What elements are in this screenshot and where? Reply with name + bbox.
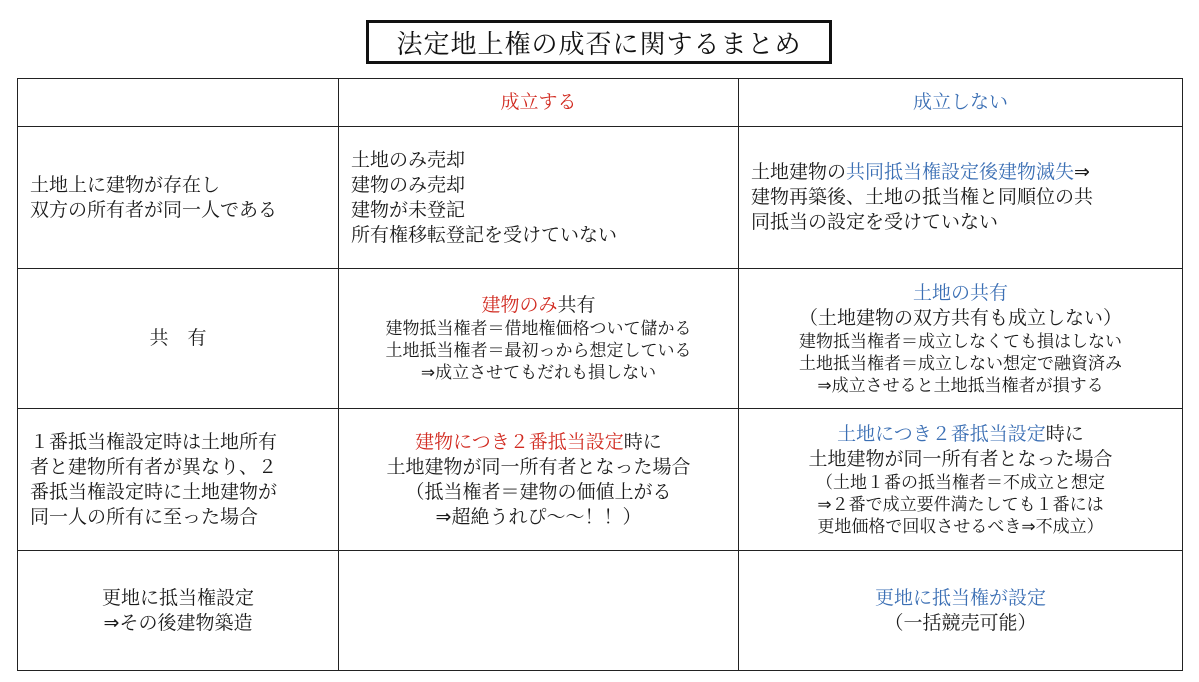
established-cell: [339, 127, 739, 269]
cell-line: ⇒超絶うれぴ～～！！）: [435, 505, 642, 528]
row-label-line: 者と建物所有者が異なり、２: [30, 455, 278, 478]
highlight-text: 土地の共有: [912, 281, 1008, 304]
header-not-established: 成立しない: [739, 79, 1183, 127]
cell-line: 建物抵当権者＝成立しなくても損はしない: [799, 331, 1122, 352]
cell-line: 土地抵当権者＝成立しない想定で融資済み: [799, 353, 1122, 374]
summary-table: [17, 78, 1183, 671]
cell-text: 時に: [623, 430, 662, 453]
row-label-cell: [18, 269, 339, 409]
cell-line: ⇒成立させると土地抵当権者が損する: [817, 375, 1104, 396]
cell-line: 土地抵当権者＝最初っから想定している: [385, 341, 692, 361]
header-established: 成立する: [339, 79, 739, 127]
cell-line: 土地のみ売却: [351, 148, 466, 171]
row-label-line: 土地上に建物が存在し: [30, 173, 221, 196]
cell-line: 土地建物が同一所有者となった場合: [386, 455, 691, 478]
cell-line: 建物が未登記: [351, 198, 466, 221]
row-label-line: 更地に抵当権設定: [101, 586, 254, 609]
cell-line: [351, 430, 726, 455]
row-label-line: １番抵当権設定時は土地所有: [30, 430, 278, 453]
cell-line: 更地価格で回収させるべき⇒不成立）: [817, 516, 1104, 537]
cell-line: 土地建物が同一所有者となった場合: [808, 447, 1113, 470]
not-established-cell: [739, 269, 1183, 409]
row-label-cell: [18, 127, 339, 269]
row-label-line: 双方の所有者が同一人である: [30, 198, 278, 221]
established-cell-empty: [339, 551, 739, 671]
cell-line: （抵当権者＝建物の価値上がる: [405, 480, 672, 503]
cell-line: 所有権移転登記を受けていない: [351, 223, 618, 246]
row-label-line: 共 有: [149, 327, 207, 349]
cell-line: 建物再築後、土地の抵当権と同順位の共: [751, 186, 1094, 208]
established-cell: [339, 409, 739, 551]
cell-line: （土地建物の双方共有も成立しない）: [798, 306, 1122, 329]
arrow-text: ⇒: [1074, 161, 1090, 183]
cell-text: 土地建物の: [751, 161, 847, 183]
cell-line: （土地１番の抵当権者＝不成立と想定: [816, 472, 1105, 493]
table-row: [18, 551, 1183, 671]
highlight-text: 共同抵当権設定後建物滅失: [846, 161, 1075, 183]
row-label-line: 番抵当権設定時に土地建物が: [30, 480, 278, 503]
not-established-cell: [739, 551, 1183, 671]
page-title: 法定地上権の成否に関するまとめ: [366, 20, 832, 64]
cell-line: ⇒２番で成立要件満たしても１番には: [817, 494, 1104, 515]
row-label-line: ⇒その後建物築造: [103, 611, 253, 634]
table-row: [18, 409, 1183, 551]
not-established-cell: [739, 409, 1183, 551]
row-label-cell: [18, 551, 339, 671]
established-cell: [339, 269, 739, 409]
table-row: [18, 269, 1183, 409]
row-label-line: 同一人の所有に至った場合: [30, 505, 259, 528]
cell-line: [751, 160, 1170, 185]
cell-line: 同抵当の設定を受けていない: [751, 211, 999, 233]
table-header-row: [18, 79, 1183, 127]
cell-text: 時に: [1045, 422, 1084, 445]
highlight-text: 建物のみ: [481, 294, 558, 316]
cell-line: 建物のみ売却: [351, 173, 466, 196]
cell-line: ⇒成立させてもだれも損しない: [420, 363, 657, 383]
cell-line: [751, 422, 1170, 447]
highlight-text: 土地につき２番抵当設定: [837, 422, 1046, 445]
cell-line: 建物抵当権者＝借地権価格ついて儲かる: [385, 319, 692, 339]
not-established-cell: [739, 127, 1183, 269]
header-empty-cell: [18, 79, 339, 127]
cell-line: [351, 293, 726, 318]
highlight-text: 建物につき２番抵当設定: [415, 430, 624, 453]
table-row: [18, 127, 1183, 269]
highlight-text: 更地に抵当権が設定: [874, 586, 1046, 609]
row-label-cell: [18, 409, 339, 551]
cell-text: 共有: [557, 294, 596, 316]
cell-line: （一括競売可能）: [884, 611, 1037, 634]
